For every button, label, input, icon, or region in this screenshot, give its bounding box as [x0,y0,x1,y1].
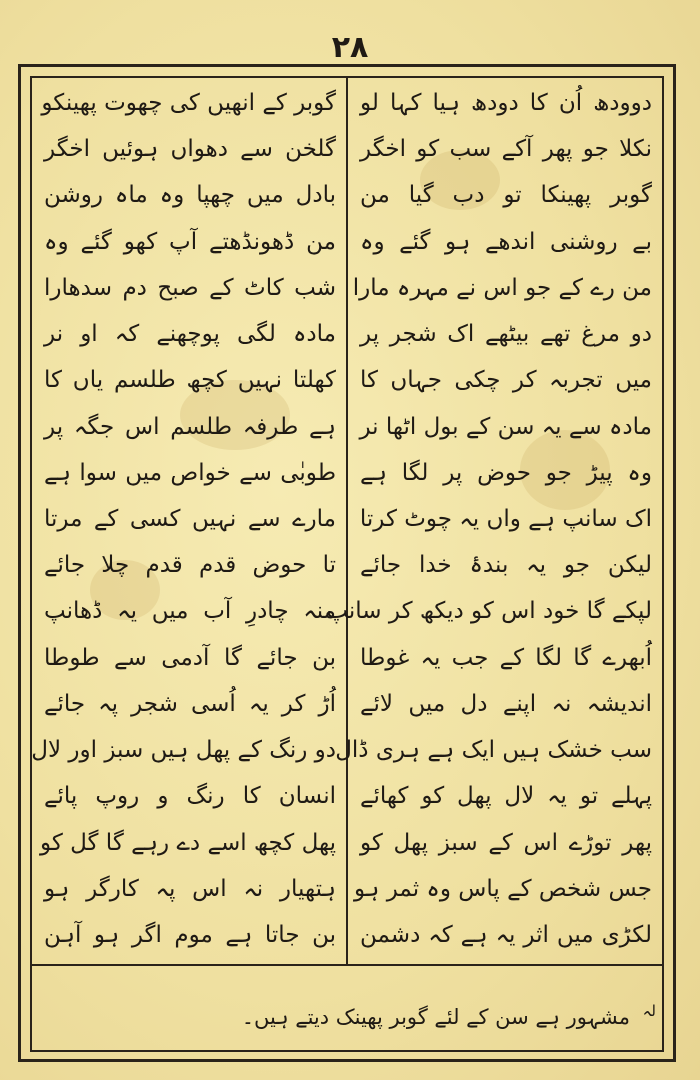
verse-line: کھلتا نہیں کچھ طلسم یاں کا [44,367,336,394]
verse-line: طوبٰی سے خواص میں سوا ہے [44,459,336,486]
verse-line: دوودھ اُن کا دودھ ہیا کہا لو [360,90,652,116]
verse-line: من رے کے جو اس نے مہرہ مارا [352,274,652,301]
page-number: ۲۸ [331,30,369,65]
verse-line: من ڈھونڈھتے آپ کھو گئے وہ [44,228,336,255]
verse-line: انسان کا رنگ و روپ پائے [44,783,336,810]
verse-line: پہلے تو یہ لال پھل کو کھائے [360,783,652,810]
column-divider [346,78,348,964]
footnote-marker: لہ [642,1002,656,1020]
footnote-text: مشہور ہے سن کے لئے گوبر پھینک دیتے ہیں۔ [241,1005,630,1029]
verse-line: لکڑی میں اثر یہ ہے کہ دشمن [360,921,652,948]
verse-line: منہ چادرِ آب میں یہ ڈھانپ [44,598,336,625]
verse-line: دو مرغ تھے بیٹھے اک شجر پر [360,321,652,348]
verse-line: پھل کچھ اسے دے رہے گا گل کو [39,829,336,856]
verse-line: ہے طرفہ طلسم اس جگہ پر [44,413,336,440]
verse-line: مادہ لگی پوچھنے کہ او نر [44,321,336,348]
verse-line: شب کاٹ کے صبح دم سدھارا [44,274,336,301]
verse-line: اک سانپ ہے واں یہ چوٹ کرتا [359,505,652,532]
verse-line: سب خشک ہیں ایک ہے ہری ڈال [335,737,652,764]
verse-line: اندیشہ نہ اپنے دل میں لائے [360,690,652,717]
verse-line: بادل میں چھپا وہ ماہ روشن [44,182,336,209]
verse-line: لیکن جو یہ بندۂ خدا جائے [360,552,652,579]
verse-line: تا حوض قدم قدم چلا جائے [44,552,336,579]
verse-line: وہ پیڑ جو حوض پر لگا ہے [360,459,652,486]
verse-line: ہتھیار نہ اس پہ کارگر ہو [44,875,336,902]
verse-line: مارے سے نہیں کسی کے مرتا [44,505,336,532]
verse-line: اُڑ کر یہ اُسی شجر پہ جائے [44,690,336,717]
left-verse-column [31,84,336,954]
verse-line: اُبھرے گا لگا کے جب یہ غوطا [360,644,652,671]
verse-line: جس شخص کے پاس وہ ثمر ہو [354,875,652,902]
verse-line: پھر توڑے اس کے سبز پھل کو [360,829,652,856]
verse-line: نکلا جو پھر آکے سب کو اخگر [360,136,652,163]
right-verse-column [326,84,652,954]
verse-line: بن جاتا ہے موم اگر ہو آہن [44,921,336,948]
verse-line: گوبر کے انھیں کی چھوت پھینکو [41,90,336,116]
verse-line: بے روشنی اندھے ہو گئے وہ [360,228,652,255]
verse-line: مادہ سے یہ سن کے بول اٹھا نر [359,413,652,440]
footnote [56,994,656,1034]
verse-line: گوبر پھینکا تو دب گیا من [360,182,652,209]
verse-line: بن جائے گا آدمی سے طوطا [44,644,336,671]
verse-line: میں تجربہ کر چکی جہاں کا [360,367,652,394]
verse-line: لپکے گا خود اس کو دیکھ کر سانپ [326,598,652,625]
verse-line: دو رنگ کے پھل ہیں سبز اور لال [31,737,336,764]
verse-line: گلخن سے دھواں ہوئیں اخگر [44,136,336,163]
